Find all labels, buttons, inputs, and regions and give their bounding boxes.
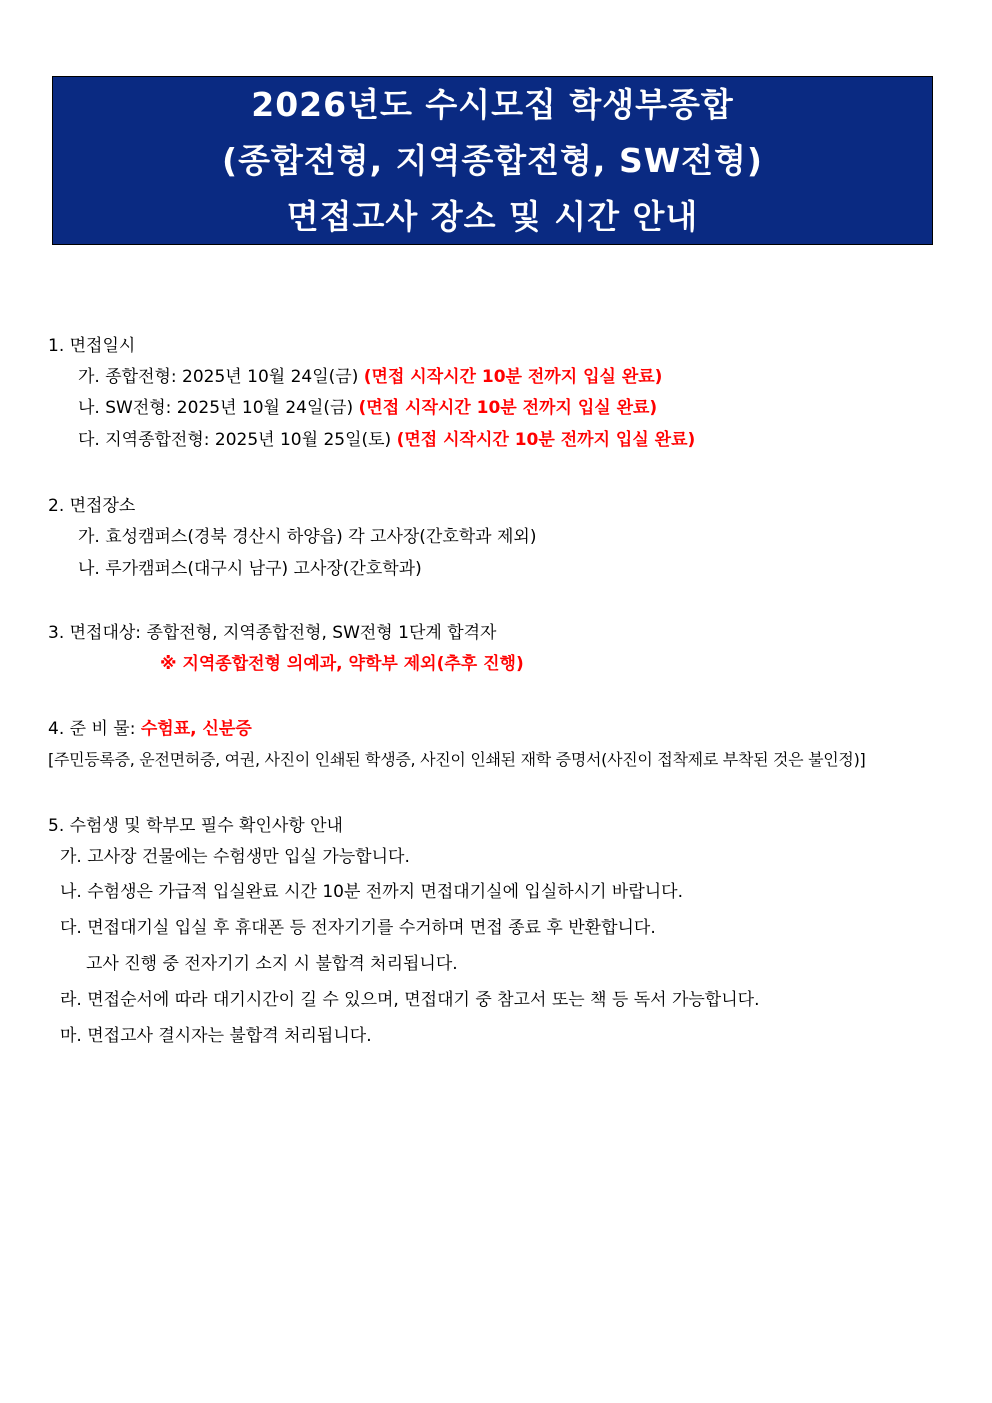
section-3-notice: ※ 지역종합전형 의예과, 약학부 제외(추후 진행) (160, 654, 524, 674)
section-1-item-da (78, 429, 695, 451)
section-2-item-ga: 가. 효성캠퍼스(경북 경산시 하양읍) 각 고사장(간호학과 제외) (78, 527, 537, 547)
title-banner (52, 76, 933, 245)
section-5-item-da: 다. 면접대기실 입실 후 휴대폰 등 전자기기를 수거하며 면접 종료 후 반환합니다. (60, 918, 656, 938)
schedule-text: 다. 지역종합전형: 2025년 10월 25일(토) (78, 430, 397, 450)
schedule-text: 가. 종합전형: 2025년 10월 24일(금) (78, 367, 364, 387)
section-1-item-ga (78, 366, 662, 388)
section-4-heading (48, 718, 252, 740)
title-line-3: 면접고사 장소 및 시간 안내 (286, 196, 699, 236)
section-2-heading: 2. 면접장소 (48, 496, 136, 516)
section-5-item-ma: 마. 면접고사 결시자는 불합격 처리됩니다. (60, 1026, 372, 1046)
title-line-1: 2026년도 수시모집 학생부종합 (251, 84, 734, 124)
section-5-item-ga: 가. 고사장 건물에는 수험생만 입실 가능합니다. (60, 847, 410, 867)
section-5-item-ra: 라. 면접순서에 따라 대기시간이 길 수 있으며, 면접대기 중 참고서 또는 책 등 독서 가능합니다. (60, 990, 760, 1010)
arrival-notice: (면접 시작시간 10분 전까지 입실 완료) (396, 430, 696, 450)
section-5-item-da-cont: 고사 진행 중 전자기기 소지 시 불합격 처리됩니다. (86, 954, 458, 974)
required-items: 수험표, 신분증 (140, 719, 252, 739)
section-3-heading: 3. 면접대상: 종합전형, 지역종합전형, SW전형 1단계 합격자 (48, 623, 497, 643)
arrival-notice: (면접 시작시간 10분 전까지 입실 완료) (358, 398, 658, 418)
section-1-item-na (78, 397, 657, 419)
section-4-label: 4. 준 비 물: (48, 719, 141, 739)
section-2-item-na: 나. 루가캠퍼스(대구시 남구) 고사장(간호학과) (78, 559, 422, 579)
section-1-heading: 1. 면접일시 (48, 336, 136, 356)
title-line-2: (종합전형, 지역종합전형, SW전형) (222, 140, 763, 180)
schedule-text: 나. SW전형: 2025년 10월 24일(금) (78, 398, 359, 418)
section-5-item-na: 나. 수험생은 가급적 입실완료 시간 10분 전까지 면접대기실에 입실하시기 바랍니다. (60, 882, 683, 902)
section-4-detail: [주민등록증, 운전면허증, 여권, 사진이 인쇄된 학생증, 사진이 인쇄된 재학 증명서(사진이 접착제로 부착된 것은 불인정)] (48, 750, 866, 769)
section-5-heading: 5. 수험생 및 학부모 필수 확인사항 안내 (48, 816, 343, 836)
arrival-notice: (면접 시작시간 10분 전까지 입실 완료) (363, 367, 663, 387)
